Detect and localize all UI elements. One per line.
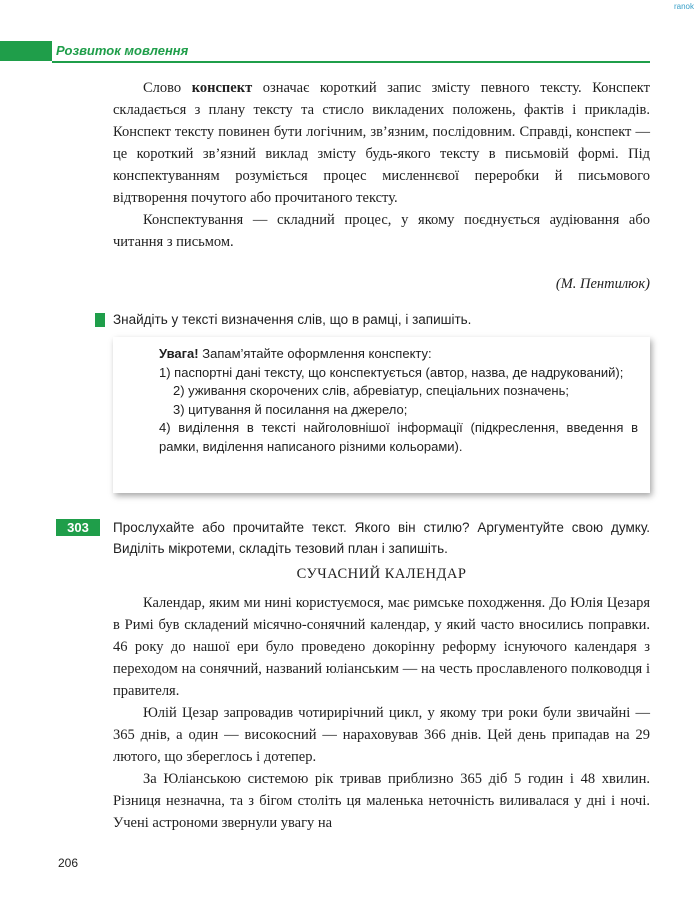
story-title: СУЧАСНИЙ КАЛЕНДАР (296, 566, 467, 582)
intro-paragraph-2: Конспектування — складний процес, у якому поєднується аудіювання або читання з письмом. (113, 212, 650, 250)
story-text (113, 592, 650, 834)
task-marker-icon (95, 313, 105, 327)
exercise-instruction: Прослухайте або прочитайте текст. Якого він стилю? Аргументуйте свою думку. Виділіть мікротеми, складіть тезовий план і запишіть. (113, 520, 650, 556)
intro-text (113, 77, 650, 253)
note-item-3: 3) цитування й посилання на джерело; (173, 401, 408, 417)
task-instruction: Знайдіть у тексті визначення слів, що в рамці, і запишіть. (113, 312, 472, 327)
header-band (0, 41, 52, 61)
header-rule (52, 61, 650, 63)
story-paragraph-2: Юлій Цезар запровадив чотирирічний цикл, у якому три роки були звичайні — 365 днів, а один — високосний — нараховував 366 днів. Цей день припадав на 29 лютого, що збереглось і дотепер. (113, 705, 650, 765)
story-paragraph-1: Календар, яким ми нині користуємося, має римське походження. До Юлія Цезаря в Римі був складений місячно-сонячний календар, у який часто вносились поправки. 46 року до нашої ери було проведено докорінну реформу існуючого календаря з переходом на сонячний, названий юліанським — на честь прославленого полководця і правителя. (113, 595, 650, 699)
term-konspekt: конспект (191, 80, 253, 96)
author-citation: (М. Пентилюк) (555, 276, 650, 292)
attention-note-box (113, 337, 650, 493)
section-title: Розвиток мовлення (56, 43, 189, 58)
intro-paragraph-1: Слово конспект означає короткий запис змісту певного тексту. Конспект складається з плану тексту та стисло викладених положень, фактів і прикладів. Конспект тексту повинен бути логічним, зв’язним, послідовним. Справді, конспект — це короткий зв’язний виклад змісту будь-якого тексту в письмовій формі. Під конспектуванням розуміється процес мисленнєвої переробки й письмового відтворення почутого або прочитаного тексту. (113, 80, 650, 206)
note-item-2: 2) уживання скорочених слів, абревіатур, спеціальних позначень; (173, 383, 569, 398)
note-heading: Увага! Запам’ятайте оформлення конспекту: (159, 346, 432, 361)
page-number: 206 (58, 856, 79, 870)
note-item-4: 4) виділення в тексті найголовнішої інформації (підкреслення, введення в рамки, виділення написаного різними кольорами). (159, 420, 638, 454)
publisher-logo: ranok (673, 2, 694, 11)
exercise-number-badge: 303 (56, 519, 100, 536)
story-paragraph-3: За Юліанською системою рік тривав приблизно 365 діб 5 годин і 48 хвилин. Різниця незначна, та з бігом століть ця маленька неточність виливалася у дні і ночі. Учені астрономи звернули увагу на (113, 771, 650, 831)
note-item-1: 1) паспортні дані тексту, що конспектується (автор, назва, де надрукований); (159, 364, 624, 380)
